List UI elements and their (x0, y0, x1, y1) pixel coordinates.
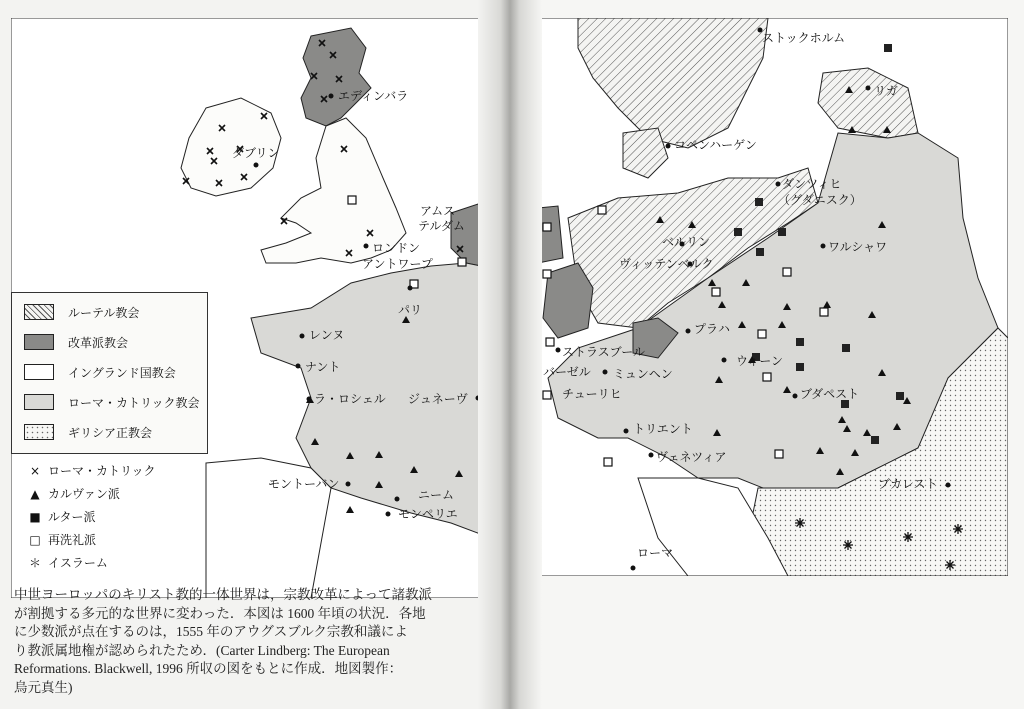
legend-row-catholic (24, 393, 200, 411)
city-label-antwerp: アントワープ (362, 257, 433, 271)
caption-line: に少数派が点在するのは，1555 年のアウグスブルク宗教和議によ (14, 624, 408, 639)
city-label-bucharest: ブカレスト (878, 477, 938, 491)
city-label-rennes: レンヌ (309, 328, 345, 342)
city-label-berlin: ベルリン (662, 235, 711, 249)
city-label-strasbourg: ストラスブール (562, 345, 646, 359)
city-label-la-rochelle: ラ・ロシェル (314, 392, 386, 406)
city-label-edinburgh: エディンバラ (338, 89, 409, 103)
caption-line: り教派属地権が認められたため．(Carter Lindberg: The European (14, 642, 390, 658)
city-label-danzig-2: （グダニスク） (778, 193, 862, 207)
right-map (538, 18, 1008, 576)
city-label-montauban: モントーバン (268, 477, 340, 491)
caption-line: 中世ヨーロッパのキリスト教的一体世界は，宗教改革によって諸教派 (14, 587, 432, 602)
city-label-danzig-1: ダンツィヒ (782, 177, 842, 191)
legend-symbol-calvinist (28, 485, 120, 502)
city-label-zurich: チューリヒ (562, 387, 622, 401)
legend-label: ローマ・カトリック (48, 464, 156, 478)
legend-label: 再洗礼派 (48, 533, 97, 547)
city-label-riga: リガ (874, 84, 898, 98)
legend-symbol-islam (28, 554, 108, 571)
legend-label: 改革派教会 (68, 335, 129, 350)
city-label-venice: ヴェネツィア (656, 450, 727, 464)
city-label-rome: ローマ (637, 546, 674, 560)
city-label-amsterdam-2: テルダム (418, 219, 465, 233)
city-label-amsterdam-1: アムス (420, 204, 456, 218)
city-label-dublin: ダブリン (232, 146, 280, 160)
city-label-nantes: ナント (305, 360, 341, 374)
empty-square-icon: □ (29, 532, 41, 547)
legend-label: ギリシア正教会 (68, 425, 153, 440)
city-label-basel: バーゼル (543, 365, 591, 379)
light-swatch-icon (24, 394, 54, 410)
city-label-paris: パリ (398, 303, 423, 317)
city-label-stockholm: ストックホルム (762, 31, 846, 45)
legend-symbol-catholic (28, 462, 156, 479)
triangle-icon: ▲ (30, 486, 40, 501)
dark-swatch-icon (24, 334, 54, 350)
map-caption (14, 586, 480, 697)
city-label-london: ロンドン (372, 241, 421, 255)
legend-label: ルーテル教会 (68, 305, 140, 320)
city-label-budapest: ブダペスト (800, 387, 860, 401)
city-label-warsaw: ワルシャワ (828, 240, 888, 254)
white-swatch-icon (24, 364, 54, 380)
legend-row-lutheran (24, 303, 139, 321)
asterisk-icon: ＊ (28, 556, 41, 570)
cross-icon: × (29, 463, 41, 478)
city-label-wittenberg: ヴィッテンベルク (619, 257, 714, 271)
legend-row-orthodox (24, 423, 152, 441)
caption-line: が割拠する多元的な世界に変わった．本図は 1600 年頃の状況．各地 (14, 605, 426, 621)
city-label-vienna: ウィーン (736, 354, 784, 368)
dots-swatch-icon (24, 424, 54, 440)
city-label-montpellier: モンペリエ (398, 507, 458, 521)
caption-line: 烏元真生) (14, 679, 73, 695)
filled-square-icon: ■ (29, 509, 41, 524)
caption-line: Reformations. Blackwell, 1996 所収の図をもとに作成．地図製作： (14, 661, 403, 676)
legend-label: ローマ・カトリック教会 (68, 395, 200, 410)
city-label-copenhagen: コペンハーゲン (674, 138, 757, 152)
legend-label: カルヴァン派 (48, 487, 120, 501)
legend-row-reformed (24, 333, 128, 351)
legend-symbol-lutheran (28, 508, 96, 525)
legend-label: イングランド国教会 (68, 365, 176, 380)
city-label-geneva: ジュネーヴ (408, 392, 468, 406)
book-gutter (478, 0, 542, 709)
city-label-nimes: ニーム (418, 488, 455, 502)
legend-row-anglican (24, 363, 176, 381)
hatch-swatch-icon (24, 304, 54, 320)
city-label-munich: ミュンヘン (613, 367, 673, 381)
legend-label: ルター派 (48, 510, 96, 524)
legend-label: イスラーム (48, 556, 108, 570)
city-label-prague: プラハ (694, 322, 731, 336)
city-label-trento: トリエント (633, 422, 693, 436)
legend-regions (11, 292, 208, 454)
legend-symbol-anabaptist (28, 531, 96, 548)
